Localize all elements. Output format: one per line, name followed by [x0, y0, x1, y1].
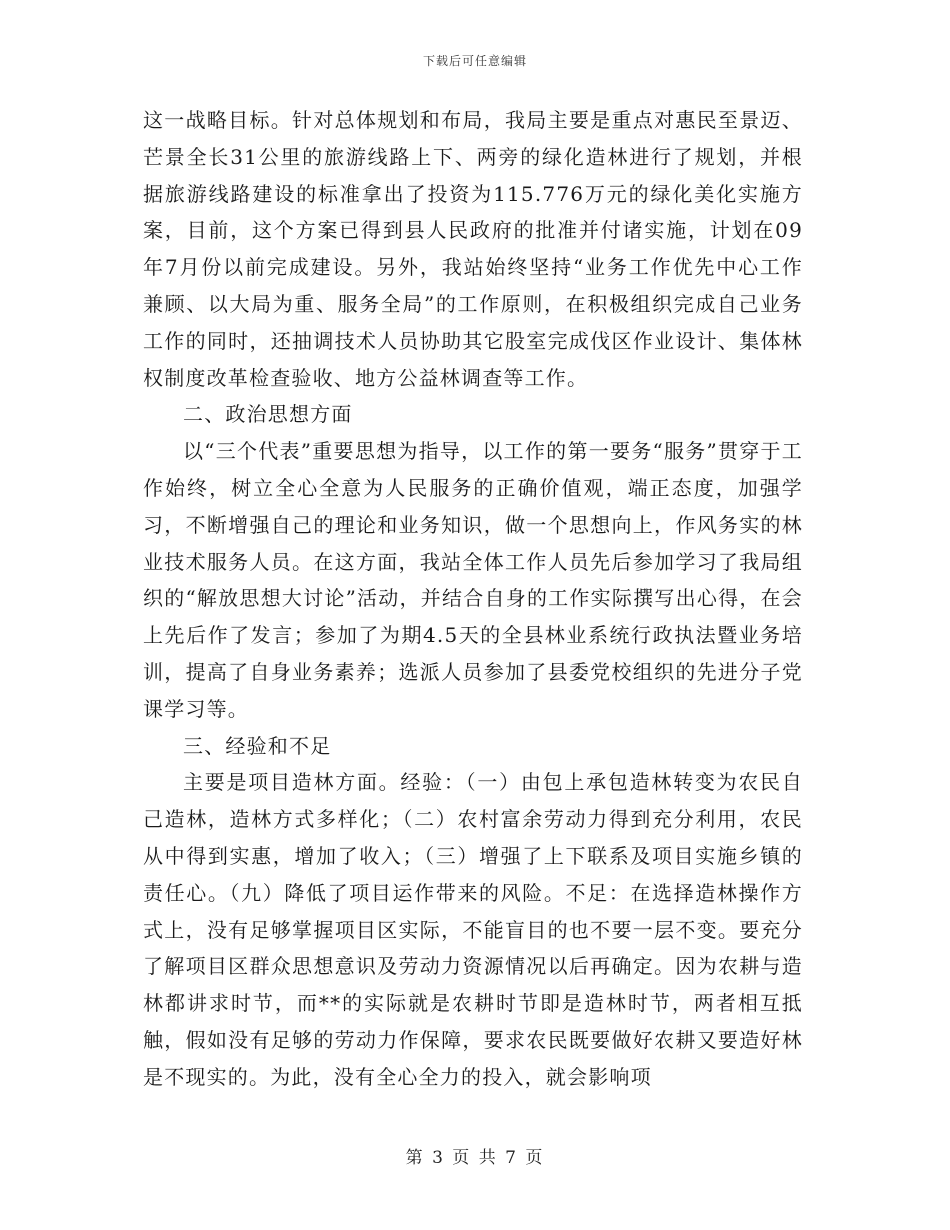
- paragraph-political-thought: 以“三个代表”重要思想为指导，以工作的第一要务“服务”贯穿于工作始终，树立全心全意为人民服务的正确价值观，端正态度，加强学习，不断增强自己的理论和业务知识，做一个思想向上，作风务实的林业技术服务人员。在这方面，我站全体工作人员先后参加学习了我局组织的“解放思想大讨论”活动，并结合自身的工作实际撰写出心得，在会上先后作了发言；参加了为期4.5天的全县林业系统行政执法暨业务培训，提高了自身业务素养；选派人员参加了县委党校组织的先进分子党课学习等。: [143, 439, 803, 721]
- paragraph-experience-shortcomings: 主要是项目造林方面。经验：（一）由包上承包造林转变为农民自己造林，造林方式多样化；（二）农村富余劳动力得到充分利用，农民从中得到实惠，增加了收入；（三）增强了上下联系及项目实施乡镇的责任心。（九）降低了项目运作带来的风险。不足：在选择造林操作方式上，没有足够掌握项目区实际，不能盲目的也不要一层不变。要充分了解项目区群众思想意识及劳动力资源情况以后再确定。因为农耕与造林都讲求时节，而**的实际就是农耕时节即是造林时节，两者相互抵触，假如没有足够的劳动力作保障，要求农民既要做好农耕又要造好林是不现实的。为此，没有全心全力的投入，就会影响项: [143, 770, 803, 1089]
- paragraph-strategy-goal: 这一战略目标。针对总体规划和布局，我局主要是重点对惠民至景迈、芒景全长31公里的旅游线路上下、两旁的绿化造林进行了规划，并根据旅游线路建设的标准拿出了投资为115.776万元的绿化美化实施方案，目前，这个方案已得到县人民政府的批准并付诸实施，计划在09年7月份以前完成建设。另外，我站始终坚持“业务工作优先中心工作兼顾、以大局为重、服务全局”的工作原则，在积极组织完成自己业务工作的同时，还抽调技术人员协助其它股室完成伐区作业设计、集体林权制度改革检查验收、地方公益林调查等工作。: [143, 108, 803, 390]
- page-number-footer: 第 3 页 共 7 页: [405, 1148, 545, 1168]
- page-header-note: 下载后可任意编辑: [422, 54, 527, 68]
- section-heading-experience-shortcomings: 三、经验和不足: [183, 733, 332, 758]
- section-heading-political-thought: 二、政治思想方面: [183, 402, 353, 427]
- document-body: [143, 102, 803, 1096]
